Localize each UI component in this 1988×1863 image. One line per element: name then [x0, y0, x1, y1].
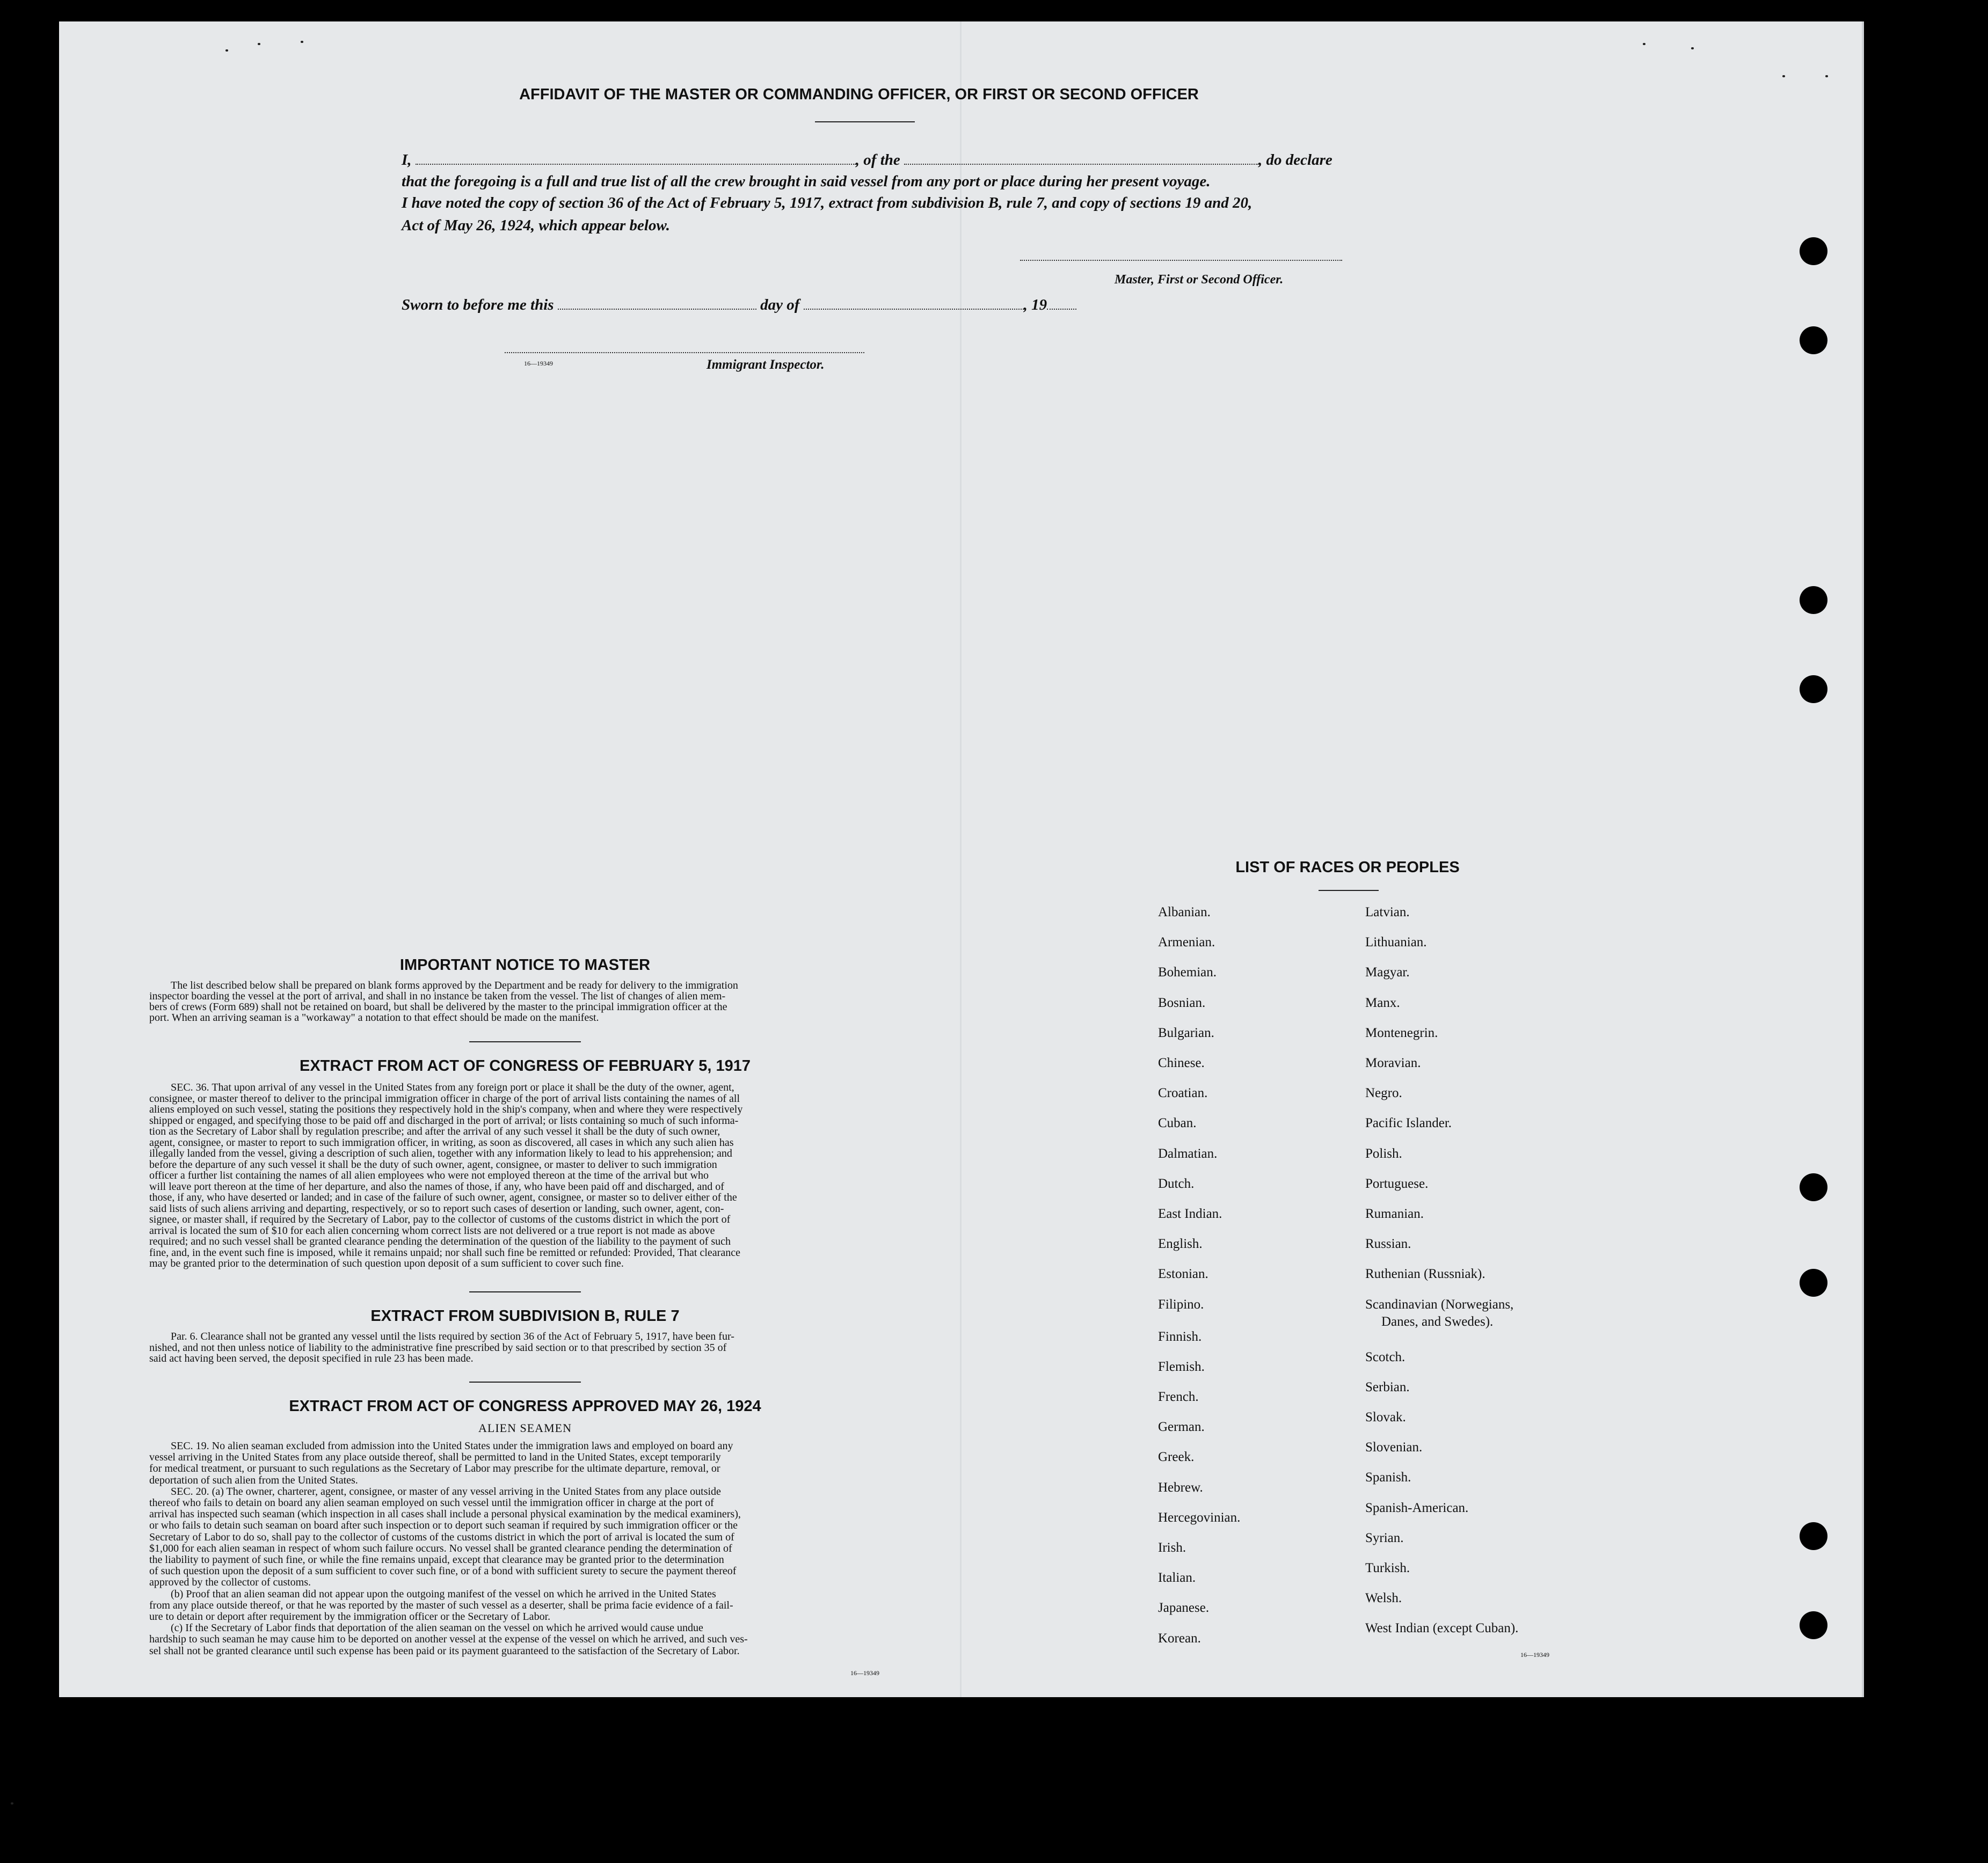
race-item: Albanian.: [1158, 905, 1211, 919]
race-item: Korean.: [1158, 1631, 1201, 1646]
notice-title: IMPORTANT NOTICE TO MASTER: [399, 956, 651, 974]
paragraph-line: SEC. 19. No alien seaman excluded from admission into the United States under the immigration laws and employed on board any: [171, 1440, 733, 1452]
affidavit-title-rule: [815, 121, 915, 122]
paragraph-line: sel shall not be granted clearance until such expense has been paid or its payment guaranteed to the satisfaction of the Secretary of Labor.: [149, 1645, 740, 1657]
punch-hole: [1800, 675, 1827, 703]
race-item: Negro.: [1365, 1086, 1402, 1101]
speck-mark: [1643, 43, 1645, 45]
vessel-blank[interactable]: [904, 153, 1258, 165]
paragraph-line: (b) Proof that an alien seaman did not appear upon the outgoing manifest of the vessel on which he arrived in the United States: [171, 1588, 716, 1600]
speck-mark: [1691, 47, 1694, 49]
notice-line: inspector boarding the vessel at the port of arrival, and shall in no instance be taken from the vessel. The list of changes of alien mem-: [149, 990, 726, 1002]
race-item: Turkish.: [1365, 1561, 1410, 1575]
sworn-day-blank[interactable]: [558, 298, 756, 310]
race-item: Manx.: [1365, 995, 1400, 1010]
race-item: Dalmatian.: [1158, 1146, 1218, 1161]
race-item: Chinese.: [1158, 1056, 1205, 1070]
races-title-rule: [1319, 890, 1379, 891]
paragraph-line: thereof who fails to detain on board any alien seaman employed on such vessel until the immigration officer in charge at the port of: [149, 1497, 714, 1509]
paragraph-line: $1,000 for each alien seaman in respect of whom such failure occurs. No vessel shall be granted clearance pending the determination of: [149, 1542, 732, 1554]
paragraph-line: ure to detain or deport after requirement by the immigration officer or the Secretary of Labor.: [149, 1611, 551, 1623]
paragraph-line: illegally landed from the vessel, giving a description of such alien, together with any information likely to lead to his apprehension; and: [149, 1148, 732, 1159]
speck-mark: [258, 43, 260, 45]
paragraph-line: Par. 6. Clearance shall not be granted any vessel until the lists required by section 36 of the Act of February 5, 1917, have been fur-: [171, 1331, 734, 1342]
year-prefix: , 19: [1023, 296, 1047, 313]
punch-hole: [1800, 1611, 1827, 1639]
race-item: English.: [1158, 1237, 1203, 1252]
affidavit-line-4: Act of May 26, 1924, which appear below.: [402, 217, 670, 234]
master-signature-line[interactable]: [1020, 260, 1342, 261]
race-item: Bohemian.: [1158, 965, 1217, 980]
paragraph-line: agent, consignee, or master to report to such immigration officer, in writing, as soon as discovered, all cases in which any such alien has: [149, 1136, 734, 1149]
race-item: Rumanian.: [1365, 1207, 1424, 1221]
notice-rule: [469, 1041, 581, 1042]
notice-line: The list described below shall be prepared on blank forms approved by the Department and be ready for delivery to the immigration: [171, 980, 738, 991]
race-item: Filipino.: [1158, 1297, 1204, 1312]
rule7-title: EXTRACT FROM SUBDIVISION B, RULE 7: [370, 1307, 680, 1325]
paragraph-line: hardship to such seaman he may cause him to be deported on another vessel at the expense of the vessel on which he arrived, and such ves-: [149, 1633, 748, 1646]
race-item: Dutch.: [1158, 1176, 1195, 1191]
race-item: Slovak.: [1365, 1410, 1406, 1424]
race-item: Flemish.: [1158, 1359, 1205, 1374]
race-item: Moravian.: [1365, 1056, 1421, 1070]
page-edge: [1862, 21, 1864, 1697]
race-item: Magyar.: [1365, 965, 1410, 980]
paragraph-line: before the departure of any such vessel it shall be the duty of such owner, agent, consignee, or master to deliver to such immigration: [149, 1158, 717, 1171]
race-item: Italian.: [1158, 1570, 1196, 1586]
paragraph-line: deportation of such alien from the United States.: [149, 1474, 358, 1486]
race-item: Russian.: [1365, 1237, 1411, 1252]
races-form-number: 16—19349: [1520, 1651, 1549, 1659]
master-signature-label: Master, First or Second Officer.: [1115, 273, 1284, 287]
punch-hole: [1800, 237, 1827, 265]
affidavit-line-1: [402, 151, 1332, 169]
paragraph-line: aliens employed on such vessel, stating the positions they respectively hold in the ship's company, when and where they were respectively: [149, 1104, 743, 1115]
punch-hole: [1800, 1269, 1827, 1297]
paragraph-line: for medical treatment, or pursuant to such regulations as the Secretary of Labor may prescribe for the ultimate departure, removal, or: [149, 1463, 720, 1475]
punch-hole: [1800, 1522, 1827, 1550]
race-item: Latvian.: [1365, 905, 1410, 919]
race-item: West Indian (except Cuban).: [1365, 1621, 1519, 1636]
paragraph-line: from any place outside thereof, or that he was reported by the master of such vessel as a deserter, shall be prima facie evidence of a fail-: [149, 1599, 733, 1611]
page-fold: [960, 21, 962, 1697]
paragraph-line: will leave port thereon at the time of her departure, and also the names of those, if any, who have been paid off and discharged, and of: [149, 1180, 724, 1193]
paragraph-line: said act having been served, the deposit specified in rule 23 has been made.: [149, 1353, 474, 1364]
race-item: Spanish.: [1365, 1470, 1411, 1485]
paragraph-line: tion as the Secretary of Labor shall by regulation prescribe; and after the arrival of any such vessel it shall be the duty of such owner,: [149, 1126, 720, 1137]
race-item: Polish.: [1365, 1146, 1402, 1161]
sworn-label: Sworn to before me this: [402, 296, 554, 313]
speck-mark: [301, 41, 303, 43]
paragraph-line: approved by the collector of customs.: [149, 1576, 311, 1589]
paragraph-line: officer a further list containing the names of all alien employees who were not employed thereon at the time of the arrival but who: [149, 1170, 709, 1181]
race-item: Armenian.: [1158, 935, 1215, 950]
paragraph-line: fine, and, in the event such fine is imposed, while it remains unpaid; nor shall such fine be remitted or refunded: Provided, That clearance: [149, 1246, 740, 1259]
race-item: Danes, and Swedes).: [1381, 1314, 1494, 1329]
affidavit-declare: , do declare: [1258, 151, 1332, 169]
extract-1924-title: EXTRACT FROM ACT OF CONGRESS APPROVED MAY 26, 1924: [289, 1398, 761, 1415]
race-item: Montenegrin.: [1365, 1025, 1438, 1040]
race-item: Cuban.: [1158, 1116, 1197, 1131]
race-item: Croatian.: [1158, 1086, 1208, 1101]
race-item: Greek.: [1158, 1450, 1195, 1465]
notice-line: bers of crews (Form 689) shall not be retained on board, but shall be delivered by the master to the principal immigration officer at the: [149, 1001, 727, 1013]
paragraph-line: of such question upon the deposit of a sum sufficient to cover such fine, or of a bond with sufficient surety to secure the payment thereof: [149, 1565, 737, 1577]
extract-1917-rule: [469, 1291, 581, 1292]
inspector-label: Immigrant Inspector.: [707, 357, 825, 372]
race-item: Ruthenian (Russniak).: [1365, 1267, 1485, 1282]
day-of-label: day of: [760, 296, 800, 313]
races-title: LIST OF RACES OR PEOPLES: [1235, 859, 1460, 876]
race-item: German.: [1158, 1420, 1205, 1435]
affidavit-of-the: , of the: [855, 151, 900, 169]
race-item: Scandinavian (Norwegians,: [1365, 1297, 1514, 1312]
punch-hole: [1800, 586, 1827, 614]
paragraph-line: said lists of such aliens arriving and departing, respectively, or so to report such cases of desertion or landing, such owner, agent, con-: [149, 1202, 724, 1215]
speck-mark: [11, 1802, 13, 1804]
affidavit-line-2: that the foregoing is a full and true list of all the crew brought in said vessel from any port or place during her present voyage.: [402, 173, 1211, 190]
race-item: Irish.: [1158, 1540, 1186, 1555]
race-item: Slovenian.: [1365, 1440, 1423, 1455]
affidavit-i: I,: [402, 151, 412, 169]
paragraph-line: SEC. 36. That upon arrival of any vessel in the United States from any foreign port or place it shall be the duty of the owner, agent,: [171, 1082, 734, 1093]
paragraph-line: the liability to payment of such fine, or while the fine remains unpaid, except that clearance may be granted prior to the determination: [149, 1554, 724, 1566]
paragraph-line: or who fails to detain such seaman on board after such inspection or to deport such seaman if required by such immigration officer or the: [149, 1519, 738, 1532]
race-item: Syrian.: [1365, 1530, 1404, 1545]
race-item: Scotch.: [1365, 1349, 1406, 1364]
race-item: Welsh.: [1365, 1591, 1402, 1606]
race-item: Bosnian.: [1158, 995, 1206, 1010]
paragraph-line: arrival is located the sum of $10 for each alien concerning whom correct lists are not delivered or a true report is not made as above: [149, 1224, 715, 1237]
paragraph-line: SEC. 20. (a) The owner, charterer, agent, consignee, or master of any vessel arriving in the United States from any place outside: [171, 1485, 721, 1497]
notice-line: port. When an arriving seaman is a "workaway" a notation to that effect should be made on the manifest.: [149, 1012, 599, 1024]
paragraph-line: vessel arriving in the United States from any place outside thereof, shall be permitted to land in the United States, except temporarily: [149, 1451, 721, 1464]
inspector-signature-line[interactable]: [505, 352, 864, 353]
extract-form-number: 16—19349: [850, 1669, 879, 1677]
race-item: East Indian.: [1158, 1207, 1222, 1221]
race-item: Hebrew.: [1158, 1480, 1203, 1495]
race-item: Serbian.: [1365, 1379, 1410, 1394]
sworn-line: [402, 296, 1076, 314]
race-item: Finnish.: [1158, 1329, 1202, 1344]
race-item: Spanish-American.: [1365, 1500, 1469, 1515]
paragraph-line: (c) If the Secretary of Labor finds that deportation of the alien seaman on the vessel on which he arrived would cause undue: [171, 1622, 703, 1634]
race-item: French.: [1158, 1390, 1199, 1404]
race-item: Hercegovinian.: [1158, 1510, 1241, 1525]
affidavit-line-3: I have noted the copy of section 36 of the Act of February 5, 1917, extract from subdivision B, rule 7, and copy of sections 19 and 20,: [402, 194, 1252, 211]
affidavit-title: AFFIDAVIT OF THE MASTER OR COMMANDING OFFICER, OR FIRST OR SECOND OFFICER: [519, 86, 1199, 103]
race-item: Pacific Islander.: [1365, 1116, 1452, 1131]
paragraph-line: signee, or master shall, if required by the Secretary of Labor, pay to the collector of customs of the customs district in which the port of: [149, 1214, 731, 1225]
paragraph-line: shipped or engaged, and specifying those to be paid off and discharged in the port of arrival; or lists containing so much of such informa-: [149, 1114, 739, 1127]
race-item: Portuguese.: [1365, 1176, 1429, 1191]
speck-mark: [1782, 75, 1785, 77]
paragraph-line: consignee, or master thereof to deliver to the principal immigration officer in charge of the port of arrival lists containing the names of all: [149, 1092, 740, 1105]
paragraph-line: may be granted prior to the determination of such question upon deposit of a sum sufficient to cover such fine.: [149, 1258, 624, 1269]
name-blank[interactable]: [416, 153, 856, 165]
sworn-month-blank[interactable]: [804, 298, 1024, 310]
race-item: Bulgarian.: [1158, 1025, 1214, 1040]
affidavit-form-number: 16—19349: [524, 360, 553, 367]
punch-hole: [1800, 1173, 1827, 1201]
race-item: Estonian.: [1158, 1267, 1208, 1282]
punch-hole: [1800, 326, 1827, 354]
paragraph-line: those, if any, who have deserted or landed; and in case of the failure of such owner, agent, consignee, or master so to deliver either of the: [149, 1192, 737, 1203]
speck-mark: [225, 49, 228, 52]
paragraph-line: required; and no such vessel shall be granted clearance pending the determination of the question of the liability to the payment of such: [149, 1236, 731, 1247]
extract-1924-subtitle: ALIEN SEAMEN: [478, 1421, 572, 1435]
race-item: Lithuanian.: [1365, 935, 1427, 950]
extract-1917-title: EXTRACT FROM ACT OF CONGRESS OF FEBRUARY 5, 1917: [299, 1057, 751, 1075]
rule7-rule: [469, 1382, 581, 1383]
paragraph-line: arrival has inspected such seaman (which inspection in all cases shall include a personal physical examination by the medical examiners),: [149, 1508, 741, 1521]
paragraph-line: Secretary of Labor to do so, shall pay to the collector of customs of the customs district in which the port of arrival is located the sum of: [149, 1531, 734, 1543]
speck-mark: [1825, 75, 1828, 77]
paragraph-line: nished, and not then unless notice of liability to the administrative fine prescribed by said section or to that prescribed by section 35 of: [149, 1341, 727, 1354]
race-item: Japanese.: [1158, 1601, 1210, 1616]
sworn-year-blank[interactable]: [1047, 298, 1076, 310]
